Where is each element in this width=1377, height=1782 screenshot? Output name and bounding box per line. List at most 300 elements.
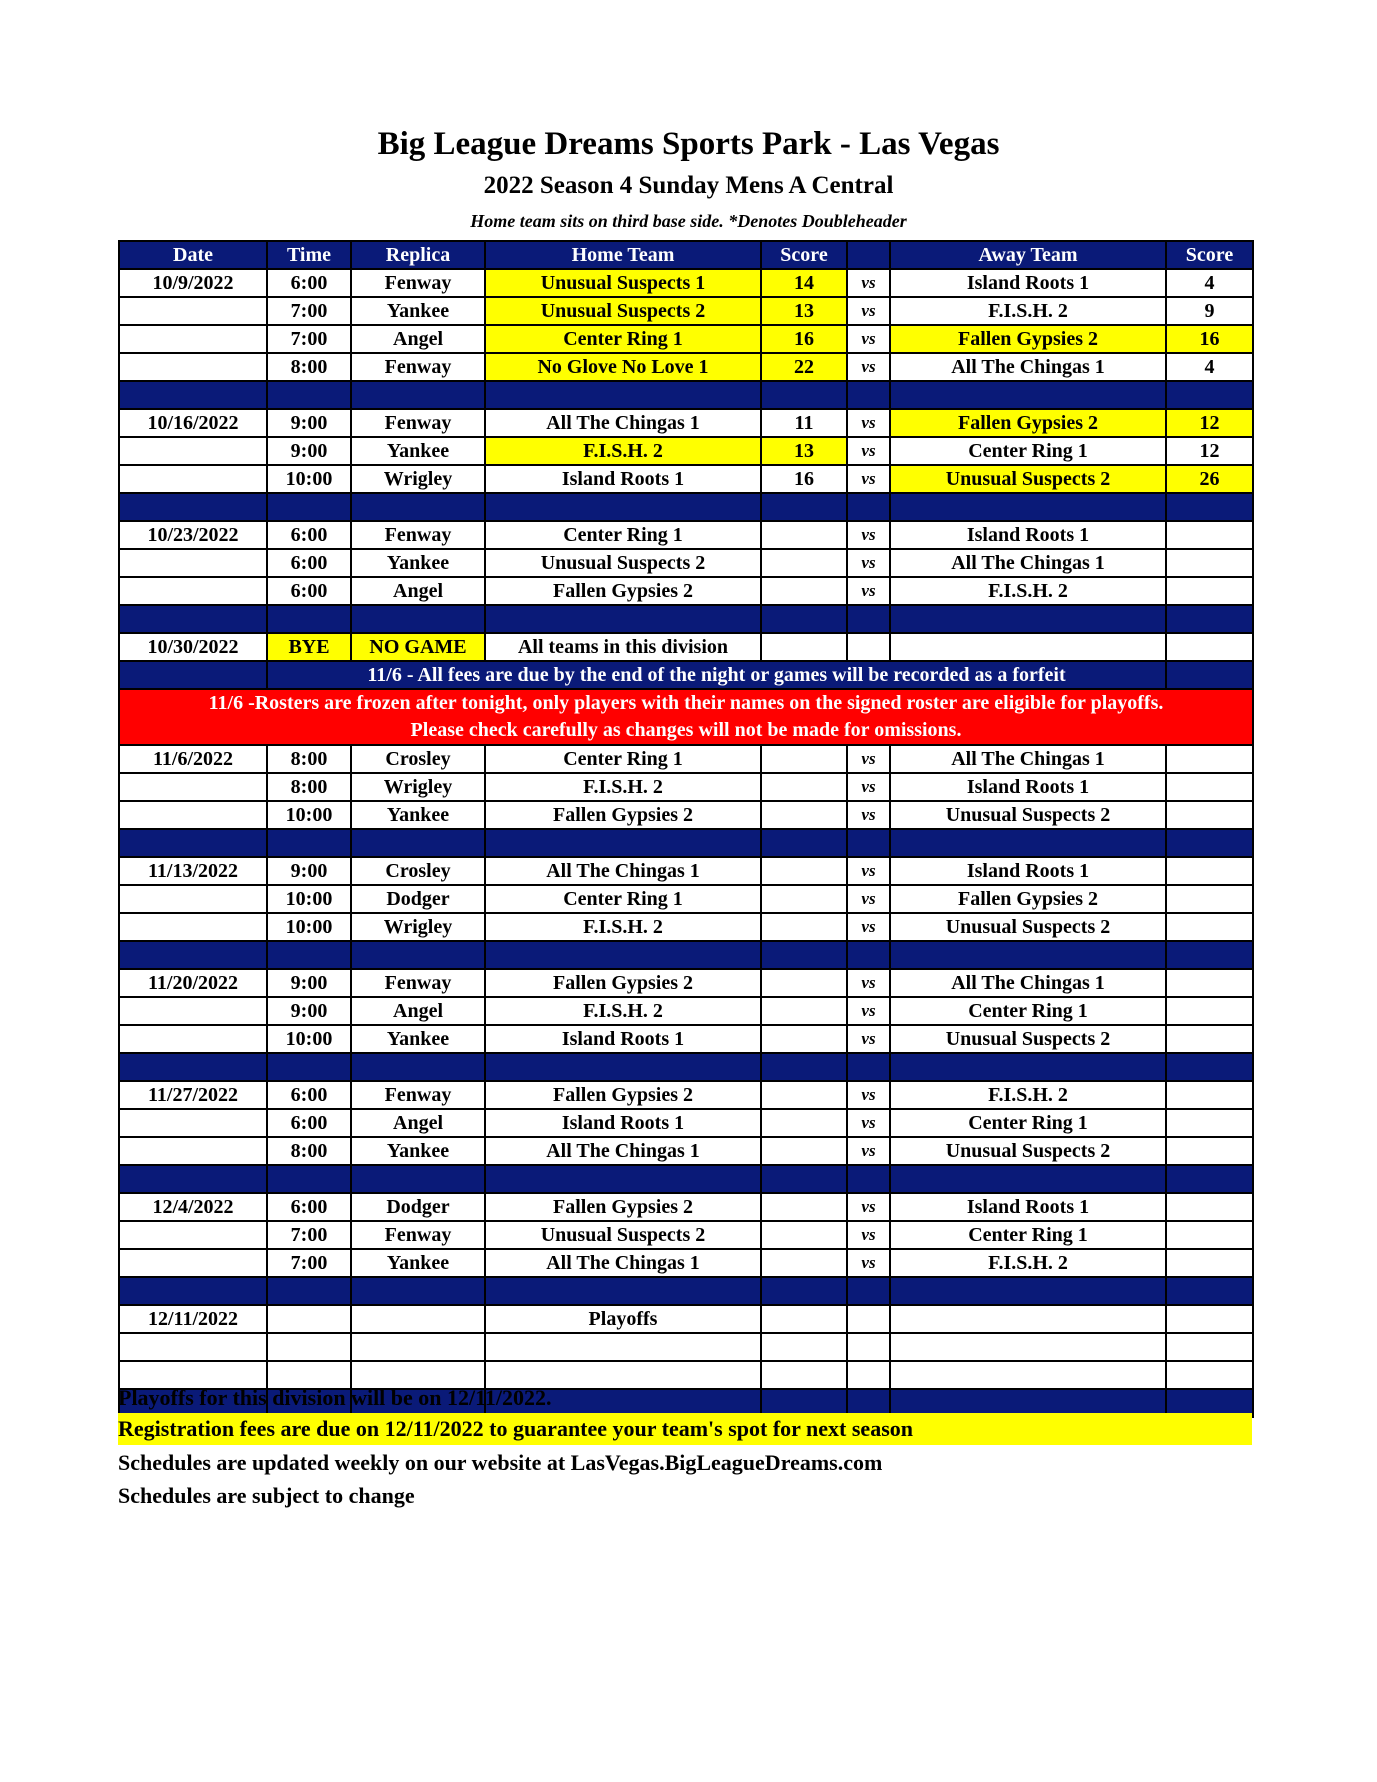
home-team-cell: All The Chingas 1 <box>485 857 761 885</box>
separator-cell <box>761 381 847 409</box>
away-score-cell <box>1166 801 1253 829</box>
separator-cell <box>890 1053 1166 1081</box>
away-team-cell: Unusual Suspects 2 <box>890 1025 1166 1053</box>
away-score-cell <box>1166 521 1253 549</box>
home-team-cell: All The Chingas 1 <box>485 409 761 437</box>
separator-cell <box>119 941 267 969</box>
time-cell: BYE <box>267 633 351 661</box>
home-team-cell: Unusual Suspects 2 <box>485 297 761 325</box>
away-score-cell: 12 <box>1166 409 1253 437</box>
table-row <box>119 745 1253 773</box>
footer-change-note: Schedules are subject to change <box>118 1483 415 1508</box>
separator-cell <box>119 1053 267 1081</box>
table-row <box>119 801 1253 829</box>
footer-playoffs-note: Playoffs for this division will be on 12/11/2022. <box>118 1385 552 1410</box>
home-score-cell <box>761 913 847 941</box>
home-team-cell: Fallen Gypsies 2 <box>485 1081 761 1109</box>
column-header-vs <box>847 241 890 269</box>
away-team-cell: All The Chingas 1 <box>890 969 1166 997</box>
home-team-cell: All The Chingas 1 <box>485 1137 761 1165</box>
home-score-cell <box>761 633 847 661</box>
away-score-cell <box>1166 1249 1253 1277</box>
replica-cell: Yankee <box>351 549 485 577</box>
vs-cell: vs <box>847 801 890 829</box>
away-score-cell <box>1166 857 1253 885</box>
replica-cell: Fenway <box>351 1081 485 1109</box>
separator-cell <box>847 493 890 521</box>
away-team-cell: Island Roots 1 <box>890 1193 1166 1221</box>
away-team-cell <box>890 633 1166 661</box>
time-cell: 10:00 <box>267 465 351 493</box>
table-row <box>119 549 1253 577</box>
separator-cell <box>761 493 847 521</box>
table-row <box>119 773 1253 801</box>
home-score-cell: 16 <box>761 465 847 493</box>
table-row <box>119 1109 1253 1137</box>
home-score-cell <box>761 997 847 1025</box>
table-row <box>119 633 1253 661</box>
replica-cell: Crosley <box>351 745 485 773</box>
separator-cell <box>119 1277 267 1305</box>
away-team-cell: Island Roots 1 <box>890 857 1166 885</box>
separator-row <box>119 381 1253 409</box>
page-title: Big League Dreams Sports Park - Las Vegas <box>377 126 1000 162</box>
table-row <box>119 857 1253 885</box>
fee-notice-text: 11/6 - All fees are due by the end of the night or games will be recorded as a forfeit <box>267 661 1166 689</box>
vs-cell: vs <box>847 1081 890 1109</box>
away-team-cell: F.I.S.H. 2 <box>890 577 1166 605</box>
home-score-cell <box>761 1193 847 1221</box>
separator-cell <box>847 1053 890 1081</box>
home-score-cell: 14 <box>761 269 847 297</box>
date-cell <box>119 325 267 353</box>
separator-cell <box>761 605 847 633</box>
separator-cell <box>119 493 267 521</box>
separator-cell <box>1166 1277 1253 1305</box>
time-cell: 8:00 <box>267 773 351 801</box>
notice-spacer <box>119 661 267 689</box>
date-cell <box>119 353 267 381</box>
away-team-cell: Fallen Gypsies 2 <box>890 885 1166 913</box>
separator-cell <box>761 829 847 857</box>
date-cell: 10/16/2022 <box>119 409 267 437</box>
home-team-cell: Unusual Suspects 2 <box>485 1221 761 1249</box>
vs-cell: vs <box>847 1109 890 1137</box>
away-team-cell: Center Ring 1 <box>890 997 1166 1025</box>
away-score-cell <box>1166 773 1253 801</box>
separator-cell <box>1166 941 1253 969</box>
separator-cell <box>267 1165 351 1193</box>
away-team-cell: Center Ring 1 <box>890 437 1166 465</box>
time-cell: 10:00 <box>267 885 351 913</box>
separator-cell <box>485 829 761 857</box>
away-team-cell: Unusual Suspects 2 <box>890 913 1166 941</box>
separator-cell <box>485 605 761 633</box>
separator-cell <box>847 1165 890 1193</box>
separator-cell <box>119 605 267 633</box>
separator-cell <box>1166 381 1253 409</box>
replica-cell: Fenway <box>351 521 485 549</box>
separator-row <box>119 941 1253 969</box>
time-cell: 9:00 <box>267 857 351 885</box>
separator-cell <box>890 493 1166 521</box>
replica-cell <box>351 1305 485 1333</box>
away-score-cell <box>1166 549 1253 577</box>
separator-cell <box>890 829 1166 857</box>
table-row <box>119 353 1253 381</box>
away-score-cell <box>1166 1081 1253 1109</box>
replica-cell: Yankee <box>351 297 485 325</box>
date-cell: 12/4/2022 <box>119 1193 267 1221</box>
vs-cell: vs <box>847 885 890 913</box>
vs-cell: vs <box>847 549 890 577</box>
home-team-cell: Center Ring 1 <box>485 521 761 549</box>
column-header-away-score: Score <box>1166 241 1253 269</box>
away-score-cell: 16 <box>1166 325 1253 353</box>
time-cell: 10:00 <box>267 913 351 941</box>
replica-cell <box>351 1333 485 1361</box>
page-subtitle: 2022 Season 4 Sunday Mens A Central <box>483 172 894 199</box>
date-cell <box>119 297 267 325</box>
away-team-cell: Unusual Suspects 2 <box>890 801 1166 829</box>
table-row <box>119 1249 1253 1277</box>
home-score-cell: 13 <box>761 297 847 325</box>
home-team-cell <box>485 1333 761 1361</box>
home-score-cell: 22 <box>761 353 847 381</box>
home-score-cell <box>761 745 847 773</box>
replica-cell: Yankee <box>351 1025 485 1053</box>
separator-cell <box>890 1277 1166 1305</box>
away-team-cell: Center Ring 1 <box>890 1109 1166 1137</box>
separator-cell <box>351 605 485 633</box>
table-row <box>119 1137 1253 1165</box>
vs-cell: vs <box>847 1249 890 1277</box>
time-cell: 7:00 <box>267 1221 351 1249</box>
date-cell <box>119 773 267 801</box>
home-team-cell: Center Ring 1 <box>485 325 761 353</box>
vs-cell <box>847 1333 890 1361</box>
separator-cell <box>1166 605 1253 633</box>
time-cell: 7:00 <box>267 1249 351 1277</box>
separator-cell <box>267 605 351 633</box>
replica-cell: Fenway <box>351 1221 485 1249</box>
notice-spacer <box>1166 661 1253 689</box>
home-team-cell: Fallen Gypsies 2 <box>485 1193 761 1221</box>
table-row <box>119 1305 1253 1333</box>
away-team-cell: Center Ring 1 <box>890 1221 1166 1249</box>
table-row <box>119 325 1253 353</box>
separator-cell <box>847 381 890 409</box>
home-score-cell <box>761 521 847 549</box>
replica-cell: Yankee <box>351 801 485 829</box>
away-score-cell <box>1166 885 1253 913</box>
date-cell: 10/23/2022 <box>119 521 267 549</box>
away-score-cell: 4 <box>1166 269 1253 297</box>
footer-registration-note: Registration fees are due on 12/11/2022 to guarantee your team's spot for next season <box>118 1413 1252 1445</box>
time-cell: 9:00 <box>267 997 351 1025</box>
date-cell <box>119 913 267 941</box>
replica-cell: Dodger <box>351 1193 485 1221</box>
away-team-cell: F.I.S.H. 2 <box>890 1249 1166 1277</box>
home-team-cell: Unusual Suspects 2 <box>485 549 761 577</box>
home-team-cell: Island Roots 1 <box>485 1109 761 1137</box>
time-cell: 6:00 <box>267 1109 351 1137</box>
column-header-home-team: Home Team <box>485 241 761 269</box>
away-score-cell <box>1166 577 1253 605</box>
date-cell: 12/11/2022 <box>119 1305 267 1333</box>
separator-row <box>119 605 1253 633</box>
separator-cell <box>1166 1053 1253 1081</box>
vs-cell: vs <box>847 1025 890 1053</box>
home-score-cell <box>761 1333 847 1361</box>
replica-cell: Fenway <box>351 409 485 437</box>
replica-cell: Angel <box>351 577 485 605</box>
replica-cell: Dodger <box>351 885 485 913</box>
separator-cell <box>1166 1165 1253 1193</box>
date-cell <box>119 437 267 465</box>
separator-cell <box>847 1277 890 1305</box>
home-score-cell <box>761 1249 847 1277</box>
away-team-cell: Unusual Suspects 2 <box>890 465 1166 493</box>
home-score-cell <box>761 1109 847 1137</box>
separator-cell <box>351 381 485 409</box>
away-score-cell <box>1166 997 1253 1025</box>
separator-cell <box>267 493 351 521</box>
home-score-cell <box>761 801 847 829</box>
away-team-cell: Island Roots 1 <box>890 773 1166 801</box>
away-team-cell <box>890 1333 1166 1361</box>
header-note: Home team sits on third base side. *Denotes Doubleheader <box>470 211 907 231</box>
column-header-time: Time <box>267 241 351 269</box>
date-cell <box>119 1249 267 1277</box>
home-score-cell <box>761 1221 847 1249</box>
home-score-cell <box>761 549 847 577</box>
separator-cell <box>890 941 1166 969</box>
schedule-table <box>118 240 1254 1418</box>
date-cell: 11/13/2022 <box>119 857 267 885</box>
vs-cell <box>847 633 890 661</box>
away-team-cell: F.I.S.H. 2 <box>890 297 1166 325</box>
separator-cell <box>890 381 1166 409</box>
table-row <box>119 969 1253 997</box>
away-team-cell: All The Chingas 1 <box>890 745 1166 773</box>
separator-row <box>119 1165 1253 1193</box>
table-row <box>119 409 1253 437</box>
away-score-cell <box>1166 1305 1253 1333</box>
away-score-cell <box>1166 1221 1253 1249</box>
separator-cell <box>761 1277 847 1305</box>
replica-cell: Yankee <box>351 1137 485 1165</box>
home-score-cell <box>761 1305 847 1333</box>
separator-cell <box>267 829 351 857</box>
away-score-cell <box>1166 1193 1253 1221</box>
home-team-cell: Center Ring 1 <box>485 745 761 773</box>
replica-cell: Fenway <box>351 969 485 997</box>
time-cell: 6:00 <box>267 269 351 297</box>
away-score-cell: 9 <box>1166 297 1253 325</box>
separator-row <box>119 1277 1253 1305</box>
home-team-cell: All teams in this division <box>485 633 761 661</box>
replica-cell: Fenway <box>351 353 485 381</box>
away-score-cell <box>1166 633 1253 661</box>
footer-website-note: Schedules are updated weekly on our website at LasVegas.BigLeagueDreams.com <box>118 1450 883 1475</box>
vs-cell: vs <box>847 577 890 605</box>
replica-cell: Angel <box>351 1109 485 1137</box>
time-cell: 9:00 <box>267 437 351 465</box>
time-cell: 6:00 <box>267 577 351 605</box>
date-cell <box>119 1221 267 1249</box>
table-row <box>119 1221 1253 1249</box>
separator-cell <box>847 941 890 969</box>
separator-cell <box>267 1277 351 1305</box>
home-team-cell: F.I.S.H. 2 <box>485 913 761 941</box>
replica-cell: Angel <box>351 325 485 353</box>
vs-cell: vs <box>847 997 890 1025</box>
date-cell <box>119 801 267 829</box>
table-row <box>119 269 1253 297</box>
date-cell: 10/30/2022 <box>119 633 267 661</box>
date-cell <box>119 1025 267 1053</box>
time-cell: 6:00 <box>267 1193 351 1221</box>
away-score-cell: 26 <box>1166 465 1253 493</box>
separator-cell <box>890 1165 1166 1193</box>
home-team-cell: Island Roots 1 <box>485 465 761 493</box>
date-cell: 11/27/2022 <box>119 1081 267 1109</box>
vs-cell: vs <box>847 521 890 549</box>
table-row <box>119 885 1253 913</box>
vs-cell: vs <box>847 297 890 325</box>
replica-cell: Angel <box>351 997 485 1025</box>
time-cell: 6:00 <box>267 1081 351 1109</box>
table-row <box>119 465 1253 493</box>
time-cell: 7:00 <box>267 297 351 325</box>
replica-cell: Wrigley <box>351 773 485 801</box>
home-score-cell <box>761 1081 847 1109</box>
home-team-cell: Fallen Gypsies 2 <box>485 969 761 997</box>
table-row <box>119 997 1253 1025</box>
time-cell: 9:00 <box>267 409 351 437</box>
separator-cell <box>351 1277 485 1305</box>
separator-cell <box>485 1053 761 1081</box>
separator-cell <box>119 1165 267 1193</box>
date-cell <box>119 465 267 493</box>
table-row <box>119 297 1253 325</box>
separator-cell <box>485 1277 761 1305</box>
away-team-cell: Unusual Suspects 2 <box>890 1137 1166 1165</box>
separator-cell <box>761 1053 847 1081</box>
away-team-cell: Island Roots 1 <box>890 521 1166 549</box>
table-row <box>119 1081 1253 1109</box>
away-score-cell <box>1166 1137 1253 1165</box>
away-team-cell: Fallen Gypsies 2 <box>890 409 1166 437</box>
date-cell <box>119 577 267 605</box>
time-cell: 6:00 <box>267 521 351 549</box>
away-score-cell <box>1166 1109 1253 1137</box>
table-row <box>119 437 1253 465</box>
vs-cell: vs <box>847 969 890 997</box>
roster-notice-cell <box>119 689 1253 745</box>
date-cell <box>119 1109 267 1137</box>
roster-notice-row <box>119 689 1253 745</box>
date-cell <box>119 885 267 913</box>
column-header-date: Date <box>119 241 267 269</box>
roster-notice-line-1: 11/6 -Rosters are frozen after tonight, only players with their names on the signed roster are eligible for playoffs. <box>208 692 1164 714</box>
table-header-row <box>119 241 1253 269</box>
away-score-cell <box>1166 1025 1253 1053</box>
separator-cell <box>485 1165 761 1193</box>
time-cell: 8:00 <box>267 745 351 773</box>
date-cell <box>119 997 267 1025</box>
time-cell: 10:00 <box>267 801 351 829</box>
home-score-cell: 16 <box>761 325 847 353</box>
away-team-cell <box>890 1305 1166 1333</box>
vs-cell <box>847 1305 890 1333</box>
away-score-cell <box>1166 969 1253 997</box>
separator-cell <box>485 381 761 409</box>
home-team-cell: Island Roots 1 <box>485 1025 761 1053</box>
vs-cell: vs <box>847 745 890 773</box>
home-team-cell: No Glove No Love 1 <box>485 353 761 381</box>
away-score-cell: 4 <box>1166 353 1253 381</box>
away-score-cell: 12 <box>1166 437 1253 465</box>
home-team-cell: Fallen Gypsies 2 <box>485 801 761 829</box>
home-score-cell <box>761 1137 847 1165</box>
replica-cell: Wrigley <box>351 913 485 941</box>
separator-cell <box>1166 829 1253 857</box>
home-team-cell: F.I.S.H. 2 <box>485 773 761 801</box>
date-cell <box>119 549 267 577</box>
table-row <box>119 1193 1253 1221</box>
separator-cell <box>485 493 761 521</box>
time-cell <box>267 1305 351 1333</box>
vs-cell: vs <box>847 1193 890 1221</box>
away-score-cell <box>1166 913 1253 941</box>
time-cell: 7:00 <box>267 325 351 353</box>
vs-cell: vs <box>847 1137 890 1165</box>
separator-cell <box>761 1165 847 1193</box>
separator-cell <box>1166 493 1253 521</box>
away-score-cell <box>1166 1333 1253 1361</box>
replica-cell: Fenway <box>351 269 485 297</box>
time-cell: 10:00 <box>267 1025 351 1053</box>
home-team-cell: Center Ring 1 <box>485 885 761 913</box>
vs-cell: vs <box>847 437 890 465</box>
replica-cell: Crosley <box>351 857 485 885</box>
vs-cell: vs <box>847 465 890 493</box>
replica-cell: Yankee <box>351 437 485 465</box>
vs-cell: vs <box>847 857 890 885</box>
column-header-away-team: Away Team <box>890 241 1166 269</box>
roster-notice-line-2: Please check carefully as changes will not be made for omissions. <box>410 719 962 741</box>
separator-cell <box>119 829 267 857</box>
vs-cell: vs <box>847 409 890 437</box>
home-score-cell <box>761 577 847 605</box>
replica-cell: Yankee <box>351 1249 485 1277</box>
replica-cell: NO GAME <box>351 633 485 661</box>
table-row <box>119 1333 1253 1361</box>
away-team-cell: All The Chingas 1 <box>890 549 1166 577</box>
vs-cell: vs <box>847 269 890 297</box>
separator-cell <box>351 493 485 521</box>
separator-cell <box>267 941 351 969</box>
home-team-cell: Fallen Gypsies 2 <box>485 577 761 605</box>
away-team-cell: F.I.S.H. 2 <box>890 1081 1166 1109</box>
table-row <box>119 913 1253 941</box>
table-row <box>119 1025 1253 1053</box>
separator-cell <box>267 1053 351 1081</box>
home-team-cell: Playoffs <box>485 1305 761 1333</box>
home-team-cell: F.I.S.H. 2 <box>485 437 761 465</box>
